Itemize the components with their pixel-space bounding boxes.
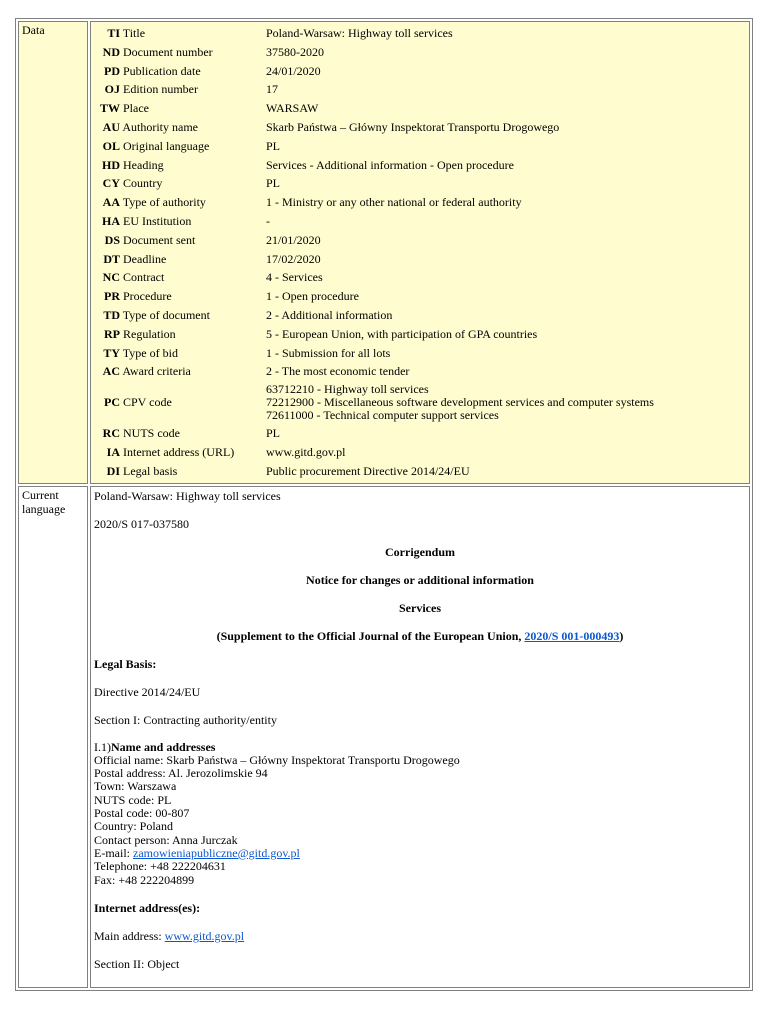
field-row: [93, 381, 747, 424]
field-key: [93, 80, 263, 99]
field-value: PL: [266, 176, 281, 191]
field-code: AU: [102, 119, 120, 134]
field-key: [93, 231, 263, 250]
supplement-link[interactable]: 2020/S 001-000493: [524, 628, 620, 643]
field-key: [93, 174, 263, 193]
corrigendum-heading: Corrigendum: [385, 544, 455, 559]
field-row: [93, 212, 747, 231]
field-value: 4 - Services: [266, 270, 323, 285]
field-code: TY: [103, 345, 120, 360]
field-name: Legal basis: [123, 463, 178, 478]
field-row: [93, 362, 747, 381]
notice-text-cell: [90, 486, 750, 988]
field-value: PL: [266, 138, 281, 153]
data-fields-cell: [90, 21, 750, 484]
field-value: 2 - The most economic tender: [266, 364, 410, 379]
field-row: [93, 443, 747, 462]
field-key: [93, 268, 263, 287]
field-code: TW: [99, 101, 120, 116]
field-name: Authority name: [122, 119, 198, 134]
telephone-line: Telephone: +48 222204631: [94, 859, 226, 874]
field-code: TI: [107, 26, 120, 40]
field-name: Deadline: [123, 251, 167, 266]
field-code: CY: [102, 176, 120, 191]
field-code: DT: [103, 251, 120, 266]
field-value: Poland-Warsaw: Highway toll services: [266, 26, 453, 40]
field-name: Procedure: [123, 289, 172, 304]
field-code: HA: [102, 213, 120, 228]
field-name: Contract: [123, 270, 165, 285]
field-key: [93, 193, 263, 212]
field-value: 1 - Submission for all lots: [266, 345, 391, 360]
notice-table: [15, 18, 753, 991]
supplement-line: [94, 629, 746, 643]
current-language-label: Current language: [18, 486, 88, 988]
field-row: [93, 325, 747, 344]
field-row: [93, 99, 747, 118]
field-row: [93, 24, 747, 43]
address-line: Country: Poland: [94, 819, 174, 834]
cpv-line: 63712210 - Highway toll services: [266, 382, 429, 397]
field-value: 17: [266, 82, 278, 97]
internet-addresses-heading: Internet address(es):: [94, 900, 201, 915]
data-row: [18, 21, 750, 484]
field-value: 1 - Open procedure: [266, 289, 359, 304]
field-row: [93, 306, 747, 325]
field-row: [93, 268, 747, 287]
email-link[interactable]: zamowieniapubliczne@gitd.gov.pl: [133, 845, 300, 860]
notice-reference: 2020/S 017-037580: [94, 516, 190, 531]
field-name: EU Institution: [123, 213, 192, 228]
data-fields-table: [93, 24, 747, 481]
field-key: [93, 381, 263, 424]
field-key: [93, 250, 263, 269]
field-name: NUTS code: [123, 426, 180, 441]
field-value: Skarb Państwa – Główny Inspektorat Transportu Drogowego: [266, 119, 560, 134]
directive-line: Directive 2014/24/EU: [94, 684, 201, 699]
address-line: Postal address: Al. Jerozolimskie 94: [94, 766, 268, 781]
field-row: [93, 118, 747, 137]
field-name: Edition number: [123, 82, 198, 97]
field-key: [93, 443, 263, 462]
field-key: [93, 306, 263, 325]
main-address-link[interactable]: www.gitd.gov.pl: [164, 928, 245, 943]
email-line: E-mail: zamowieniapubliczne@gitd.gov.pl: [94, 845, 300, 860]
current-language-row: [18, 486, 750, 988]
field-code: DS: [104, 232, 120, 247]
field-key: [93, 362, 263, 381]
i1-heading-line: I.1)Name and addresses: [94, 739, 216, 754]
field-code: NC: [102, 270, 120, 285]
field-value: Services - Additional information - Open procedure: [266, 157, 514, 172]
field-key: [93, 462, 263, 481]
field-code: AC: [102, 364, 120, 379]
field-name: Document sent: [123, 232, 196, 247]
field-code: RC: [102, 426, 120, 441]
address-line: Official name: Skarb Państwa – Główny Inspektorat Transportu Drogowego: [94, 752, 460, 767]
field-code: AA: [102, 195, 120, 210]
fax-line: Fax: +48 222204899: [94, 872, 195, 887]
document-page: [15, 18, 753, 991]
field-row: [93, 43, 747, 62]
field-value: 37580-2020: [266, 44, 324, 59]
field-key: [93, 99, 263, 118]
field-name: Country: [123, 176, 163, 191]
field-key: [93, 43, 263, 62]
field-row: [93, 424, 747, 443]
field-name: Regulation: [123, 326, 176, 341]
supplement-prefix: (Supplement to the Official Journal of the European Union,: [216, 628, 525, 643]
field-code: ND: [102, 44, 120, 59]
field-code: PD: [104, 63, 120, 78]
field-row: [93, 462, 747, 481]
field-row: [93, 193, 747, 212]
field-name: Internet address (URL): [123, 444, 235, 459]
field-name: Type of document: [122, 307, 210, 322]
field-value: 1 - Ministry or any other national or federal authority: [266, 195, 522, 210]
field-code: TD: [103, 307, 120, 322]
field-value: 17/02/2020: [266, 251, 321, 266]
field-name: Award criteria: [122, 364, 191, 379]
field-key: [93, 424, 263, 443]
address-line: NUTS code: PL: [94, 792, 172, 807]
field-row: [93, 174, 747, 193]
address-lines: [94, 754, 746, 847]
field-name: Title: [122, 26, 146, 40]
address-line: Town: Warszawa: [94, 779, 177, 794]
field-name: Type of bid: [122, 345, 178, 360]
field-row: [93, 80, 747, 99]
field-code: DI: [106, 463, 120, 478]
field-value: Public procurement Directive 2014/24/EU: [266, 463, 470, 478]
field-name: Publication date: [123, 63, 201, 78]
cpv-line: 72611000 - Technical computer support services: [266, 408, 499, 423]
field-code: PC: [104, 395, 120, 410]
field-value: 21/01/2020: [266, 232, 321, 247]
notice-title-line: Poland-Warsaw: Highway toll services: [94, 488, 281, 503]
field-name: CPV code: [123, 395, 172, 410]
field-row: [93, 287, 747, 306]
field-key: [93, 137, 263, 156]
field-code: OL: [102, 138, 120, 153]
field-key: [93, 156, 263, 175]
field-row: [93, 62, 747, 81]
field-value: 2 - Additional information: [266, 307, 393, 322]
data-label: Data: [18, 21, 88, 484]
field-name: Document number: [123, 44, 213, 59]
field-name: Original language: [123, 138, 210, 153]
field-code: PR: [104, 289, 120, 304]
field-code: HD: [102, 157, 120, 172]
field-row: [93, 156, 747, 175]
field-code: RP: [104, 326, 120, 341]
field-row: [93, 344, 747, 363]
field-key: [93, 62, 263, 81]
field-value: PL: [266, 426, 281, 441]
field-value: 24/01/2020: [266, 63, 321, 78]
field-name: Type of authority: [122, 195, 206, 210]
cpv-line: 72212900 - Miscellaneous software development services and computer systems: [266, 395, 654, 410]
field-code: OJ: [104, 82, 120, 97]
field-value: [263, 381, 747, 424]
field-value: -: [266, 213, 270, 228]
field-key: [93, 325, 263, 344]
field-key: [93, 212, 263, 231]
field-name: Place: [123, 101, 149, 116]
address-line: Postal code: 00-807: [94, 806, 190, 821]
field-key: [93, 344, 263, 363]
field-key: [93, 118, 263, 137]
section-2-heading: Section II: Object: [94, 956, 180, 971]
address-line: Contact person: Anna Jurczak: [94, 832, 238, 847]
field-value: WARSAW: [266, 101, 319, 116]
field-code: IA: [106, 444, 120, 459]
field-value: www.gitd.gov.pl: [266, 444, 346, 459]
name-and-addresses-block: [94, 741, 746, 887]
main-address-line: Main address: www.gitd.gov.pl: [94, 928, 245, 943]
field-row: [93, 137, 747, 156]
legal-basis-heading: Legal Basis:: [94, 656, 157, 671]
section-1-heading: Section I: Contracting authority/entity: [94, 712, 277, 727]
services-heading: Services: [399, 600, 441, 615]
field-row: [93, 250, 747, 269]
field-value: 5 - European Union, with participation of GPA countries: [266, 326, 538, 341]
field-name: Heading: [123, 157, 164, 172]
field-key: [93, 287, 263, 306]
field-row: [93, 231, 747, 250]
notice-type-heading: Notice for changes or additional information: [306, 572, 534, 587]
supplement-suffix: ): [619, 628, 624, 643]
field-key: [93, 24, 263, 43]
